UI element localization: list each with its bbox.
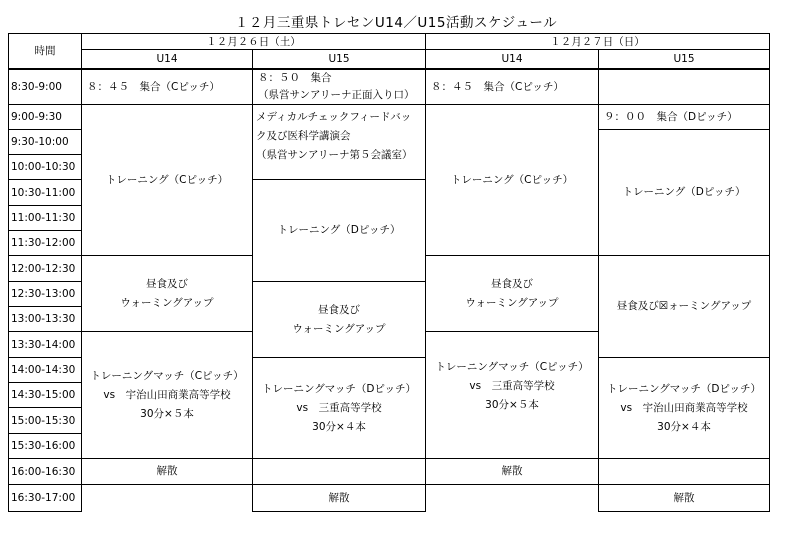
time-slot: 14:00-14:30 xyxy=(9,358,82,383)
time-slot: 12:00-12:30 xyxy=(9,256,82,282)
day1-u15-lunch-line1: 昼食及び xyxy=(318,303,360,316)
day1-u15-empty xyxy=(253,459,426,485)
day1-u15-header: U15 xyxy=(253,50,426,69)
day2-u15-lunch: 昼食及び☒ォーミングアップ xyxy=(599,256,770,358)
day1-u15-match-line3: 30分×４本 xyxy=(312,420,366,433)
day2-u15-match-line2: vs 宇治山田商業高等学校 xyxy=(620,401,748,414)
day2-u14-dismiss: 解散 xyxy=(426,459,599,485)
day1-u15-gather xyxy=(253,69,426,105)
day2-u14-empty-2 xyxy=(426,485,599,512)
day1-u14-match-line3: 30分×５本 xyxy=(140,407,194,420)
day1-u15-medical-line1: メディカルチェックフィードバッ xyxy=(256,111,412,123)
day2-u15-match xyxy=(599,358,770,459)
day2-u14-match-line3: 30分×５本 xyxy=(485,398,539,411)
day1-u15-match xyxy=(253,358,426,459)
time-slot: 11:00-11:30 xyxy=(9,206,82,231)
time-slot: 13:00-13:30 xyxy=(9,307,82,332)
time-slot: 12:30-13:00 xyxy=(9,282,82,307)
day2-u14-training: トレーニング（Cピッチ） xyxy=(426,105,599,256)
day2-u15-match-line3: 30分×４本 xyxy=(657,420,711,433)
day1-u15-lunch-line2: ウォーミングアップ xyxy=(292,322,386,335)
day1-u15-match-line1: トレーニングマッチ（Dピッチ） xyxy=(261,382,417,395)
day1-u15-gather-line2: （県営サンアリーナ正面入り口） xyxy=(258,88,415,101)
day1-u14-match xyxy=(82,332,253,459)
day2-u15-empty-2 xyxy=(599,459,770,485)
day1-header: １２月２６日（土） xyxy=(82,34,426,50)
day2-u15-gather: ９：００ 集合（Dピッチ） xyxy=(599,105,770,130)
day1-u14-empty xyxy=(82,485,253,512)
day2-header: １２月２７日（日） xyxy=(426,34,770,50)
time-row xyxy=(9,485,770,512)
day1-u15-training: トレーニング（Dピッチ） xyxy=(253,180,426,282)
header-row-days xyxy=(9,34,770,50)
day1-u15-medical-line3: （県営サンアリーナ第５会議室） xyxy=(256,149,413,161)
day2-u14-match xyxy=(426,358,599,459)
time-row xyxy=(9,105,770,130)
time-slot: 13:30-14:00 xyxy=(9,332,82,358)
time-row xyxy=(9,69,770,105)
day2-u15-match-line1: トレーニングマッチ（Dピッチ） xyxy=(606,382,762,395)
time-slot: 9:30-10:00 xyxy=(9,130,82,155)
day2-u14-lunch xyxy=(426,256,599,332)
time-slot: 15:00-15:30 xyxy=(9,408,82,434)
day1-u15-match-line2: vs 三重高等学校 xyxy=(296,401,382,414)
day2-u15-empty xyxy=(599,69,770,105)
day2-u14-lunch-line2: ウォーミングアップ xyxy=(465,296,559,309)
day2-u14-gather: ８：４５ 集合（Cピッチ） xyxy=(426,69,599,105)
header-row-groups xyxy=(9,50,770,69)
day1-u15-gather-line1: ８：５０ 集合 xyxy=(258,71,332,84)
day2-u14-match-line2: vs 三重高等学校 xyxy=(469,379,555,392)
day1-u15-dismiss: 解散 xyxy=(253,485,426,512)
time-header: 時間 xyxy=(9,34,82,69)
day1-u15-medical xyxy=(253,105,426,180)
time-slot: 14:30-15:00 xyxy=(9,383,82,408)
day2-u14-header: U14 xyxy=(426,50,599,69)
day2-u14-empty xyxy=(426,332,599,358)
day2-u15-dismiss: 解散 xyxy=(599,485,770,512)
day2-u15-header: U15 xyxy=(599,50,770,69)
time-row xyxy=(9,459,770,485)
schedule-table xyxy=(8,33,770,512)
day1-u15-medical-line2: ク及び医科学講演会 xyxy=(256,130,351,142)
time-slot: 10:30-11:00 xyxy=(9,180,82,206)
time-slot: 15:30-16:00 xyxy=(9,434,82,459)
day1-u15-lunch xyxy=(253,282,426,358)
time-slot: 11:30-12:00 xyxy=(9,231,82,256)
day2-u14-lunch-line1: 昼食及び xyxy=(491,277,533,290)
time-slot: 10:00-10:30 xyxy=(9,155,82,180)
day2-u15-training: トレーニング（Dピッチ） xyxy=(599,130,770,256)
day1-u14-lunch-line2: ウォーミングアップ xyxy=(120,296,214,309)
day1-u14-gather: ８：４５ 集合（Cピッチ） xyxy=(82,69,253,105)
day1-u14-header: U14 xyxy=(82,50,253,69)
day1-u14-training: トレーニング（Cピッチ） xyxy=(82,105,253,256)
time-slot: 16:30-17:00 xyxy=(9,485,82,512)
day2-u14-match-line1: トレーニングマッチ（Cピッチ） xyxy=(435,360,589,373)
day1-u14-dismiss: 解散 xyxy=(82,459,253,485)
day1-u14-match-line2: vs 宇治山田商業高等学校 xyxy=(103,388,231,401)
time-slot: 9:00-9:30 xyxy=(9,105,82,130)
time-slot: 16:00-16:30 xyxy=(9,459,82,485)
time-slot: 8:30-9:00 xyxy=(9,69,82,105)
page-title: １２月三重県トレセンU14／U15活動スケジュール xyxy=(234,15,558,31)
day1-u14-match-line1: トレーニングマッチ（Cピッチ） xyxy=(90,369,244,382)
day1-u14-lunch xyxy=(82,256,253,332)
day1-u14-lunch-line1: 昼食及び xyxy=(146,277,188,290)
